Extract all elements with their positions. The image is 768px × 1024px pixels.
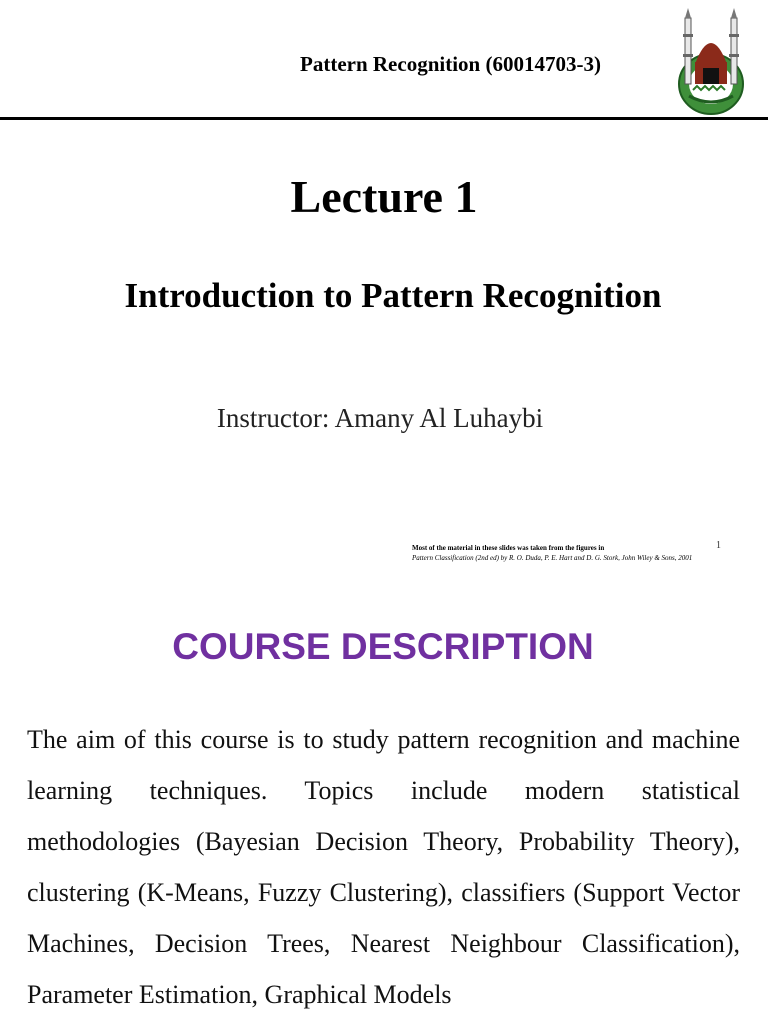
credit-line-1: Most of the material in these slides was taken from the figures in: [412, 544, 605, 552]
source-credit: [412, 543, 762, 563]
instructor-name: Instructor: Amany Al Luhaybi: [216, 403, 544, 433]
lecture-subtitle: Introduction to Pattern Recognition: [124, 276, 662, 315]
header-rule: [0, 117, 768, 120]
course-header: Pattern Recognition (60014703-3): [300, 52, 601, 76]
course-description-heading: COURSE DESCRIPTION: [172, 626, 594, 667]
course-description-text: The aim of this course is to study pattern recognition and machine learning techniques. Topics include modern statistical methodologies (Bayesian Decision Theory, Probability Theory), clustering (K-Means, Fuzzy Clustering), classifiers (Support Vector Machines, Decision Trees, Nearest Neighbour Classification), Parameter Estimation, Graphical Models: [27, 725, 740, 1009]
lecture-title: Lecture 1: [290, 171, 478, 222]
university-mosque-logo-icon: [675, 4, 747, 118]
credit-line-2: Pattern Classification (2nd ed) by R. O. Duda, P. E. Hart and D. G. Stork, John Wiley & Sons, 2001: [412, 554, 693, 562]
page-number: 1: [716, 540, 721, 551]
